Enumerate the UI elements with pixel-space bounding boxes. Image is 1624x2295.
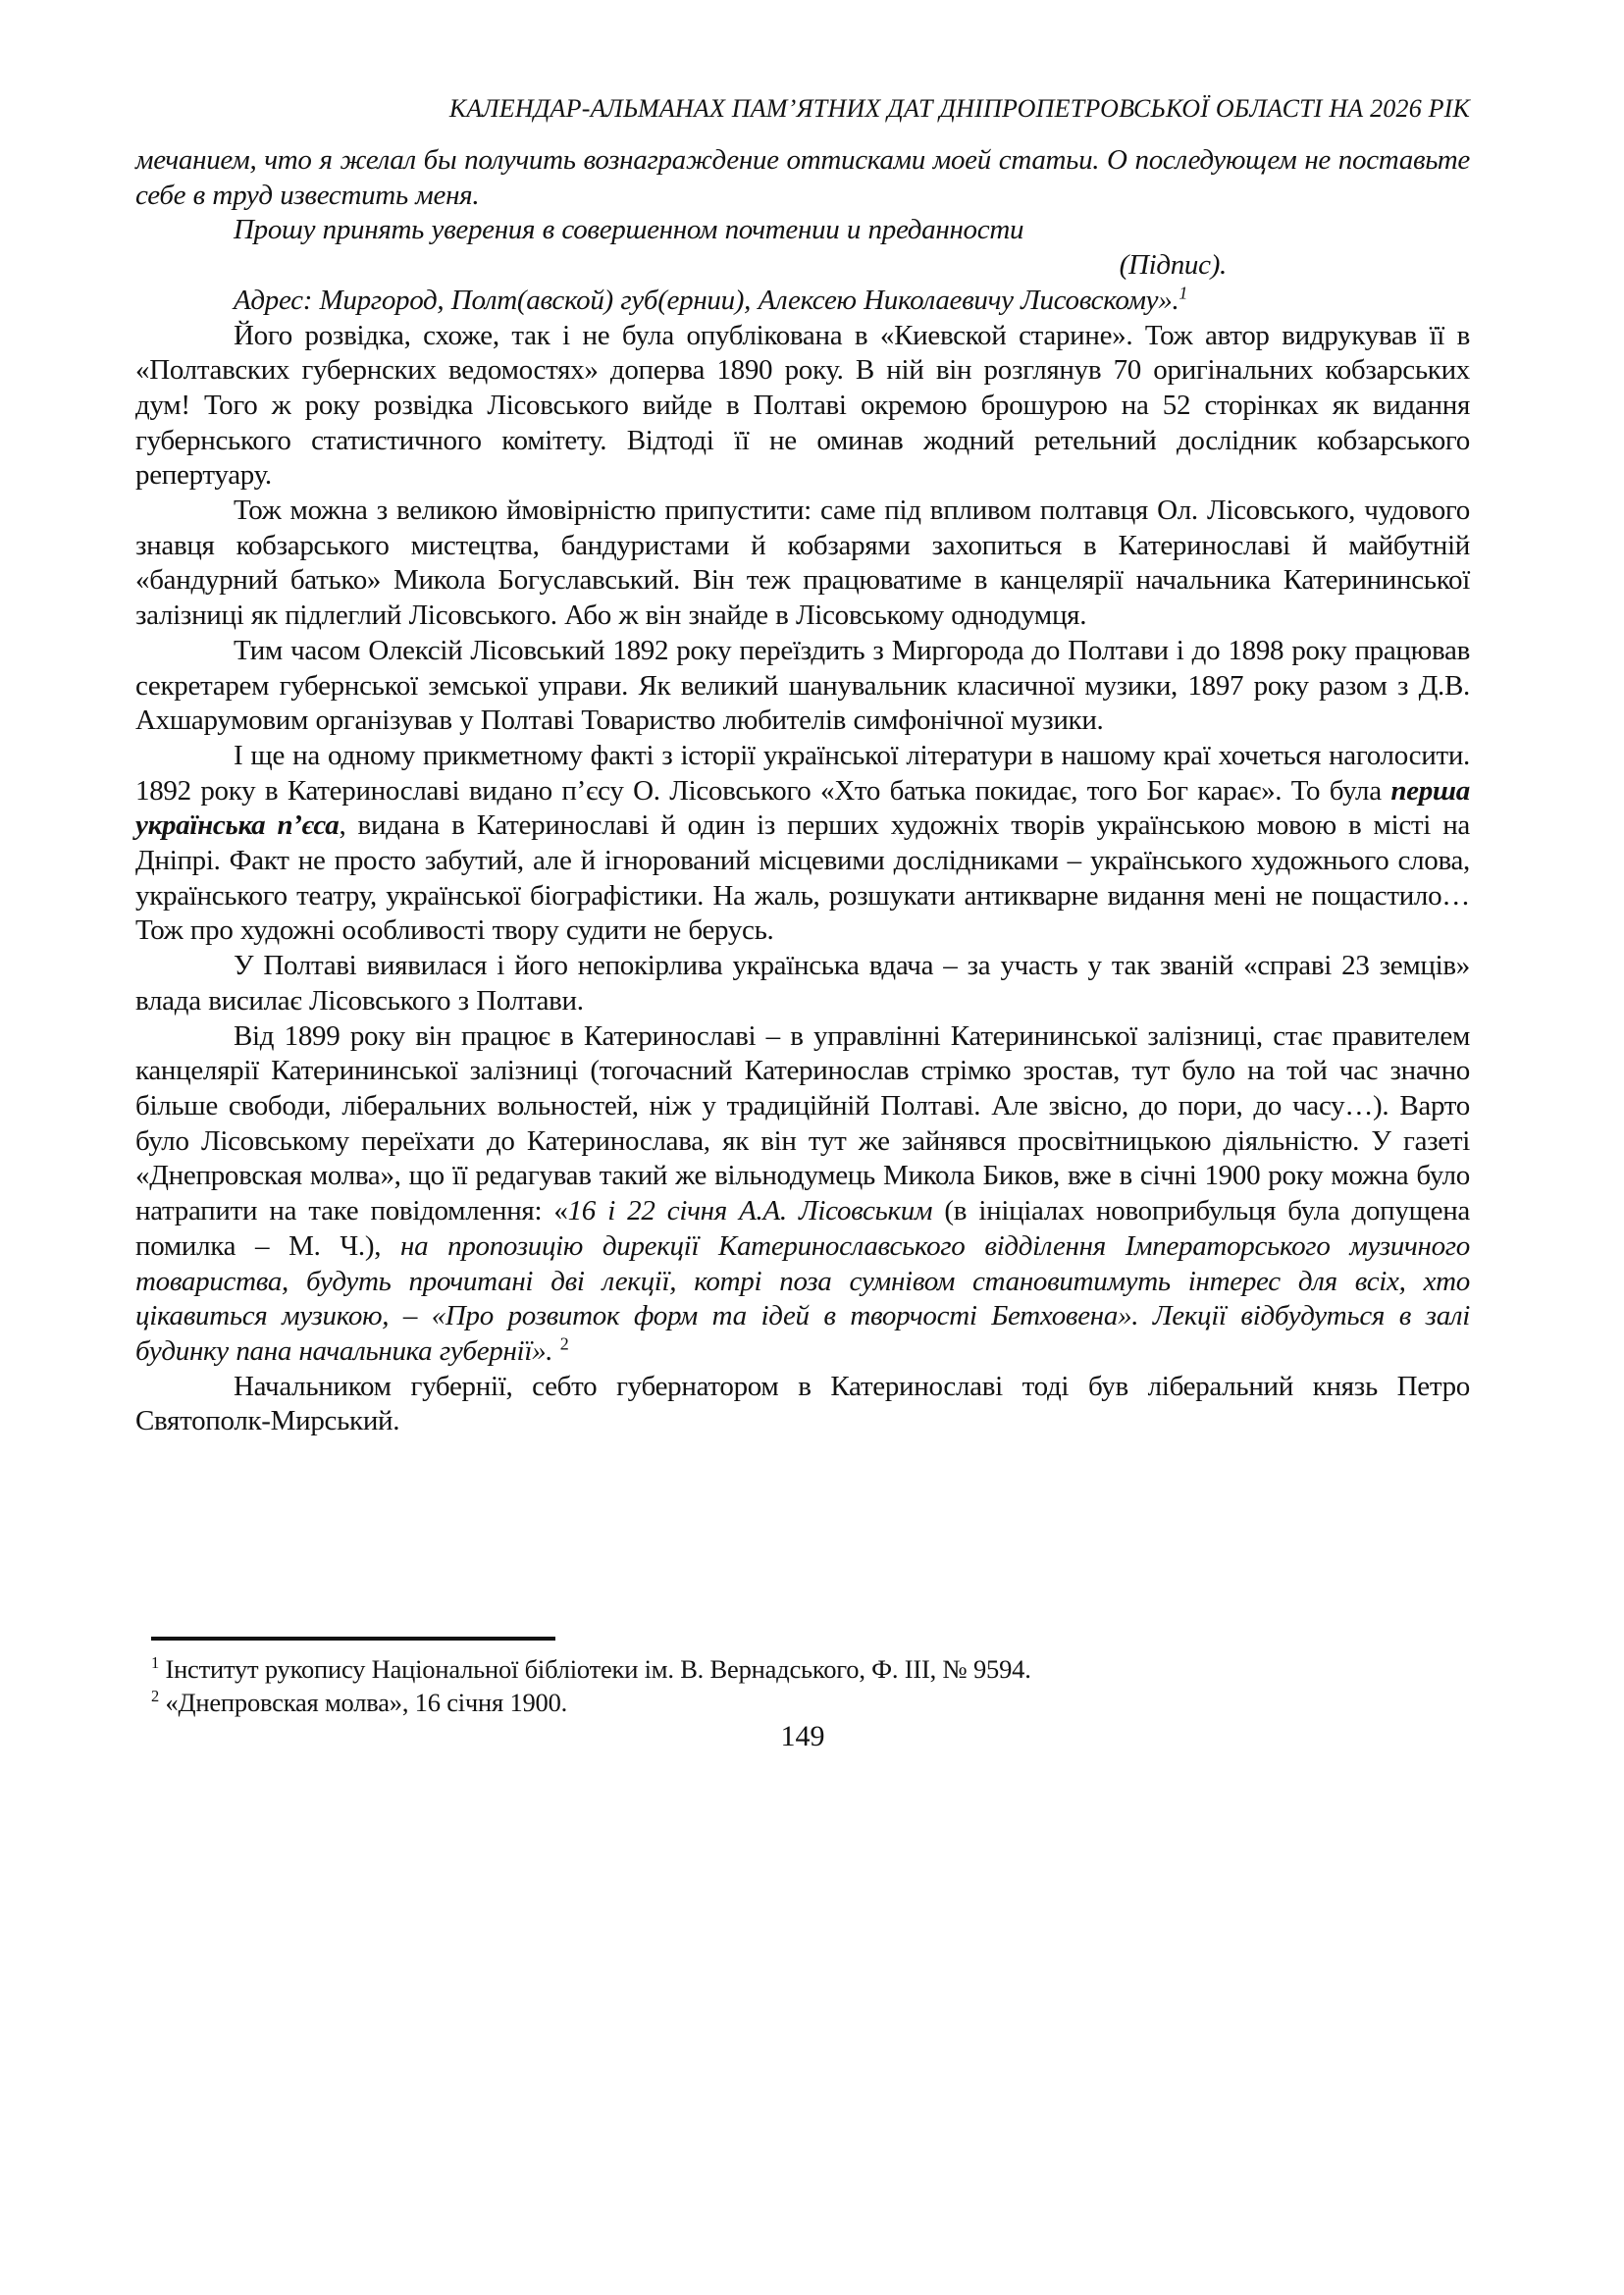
footnote-reference: 2 [151, 1687, 160, 1706]
text-run: «Днепровская молва», 16 січня 1900. [159, 1688, 568, 1717]
footnote-reference: 2 [559, 1333, 569, 1354]
paragraph-10 [135, 1019, 1470, 1370]
running-header: КАЛЕНДАР-АЛЬМАНАХ ПАМ’ЯТНИХ ДАТ ДНІПРОПЕТРОВСЬКОЇ ОБЛАСТІ НА 2026 РІК [448, 94, 1470, 123]
text-run: У Полтаві виявилася і його непокірлива українська вдача – за участь у так званій «справі 23 земців» влада висилає Лісовського з Полтави. [135, 950, 1470, 1017]
paragraph-11 [135, 1370, 1470, 1439]
text-run: перша українська п’єса [135, 774, 1470, 842]
text-run: І ще на одному прикметному факті з історії української літератури в нашому краї хочеться наголосити. 1892 року в Катеринославі видано п’єсу О. Лісовського «Хто батька покидає, того Бог карає». То була [135, 739, 1470, 807]
text-run: Тож можна з великою ймовірністю припустити: саме під впливом полтавця Ол. Лісовського, чудового знавця кобзарського мистецтва, бандуристами й кобзарями захопиться в Катеринославі й майбутній «бандурний батько» Микола Богуславський. Він теж працюватиме в канцелярії начальника Катерининської залізниці як підлеглий Лісовського. Або ж він знайде в Лісовському однодумця. [135, 495, 1470, 632]
text-run: Адрес: Миргород, Полт(авской) губ(ернии), Алексею Николаевичу Лисовскому». [234, 284, 1179, 316]
paragraph-1 [135, 143, 1470, 213]
footnote-reference: 1 [1179, 283, 1188, 303]
article-body [135, 143, 1470, 1439]
text-run: Його розвідка, схоже, так і не була опублікована в «Киевской старине». Тож автор видрукував її в «Полтавских губернских ведомостях» доперва 1890 року. В ній він розглянув 70 оригінальних кобзарських дум! Того ж року розвідка Лісовського вийде в Полтаві окремою брошурою на 52 сторінках як видання губернського статистичного комітету. Відтоді її не оминав жодний ретельний дослідник кобзарського репертуару. [135, 319, 1470, 492]
text-run: (Підпис). [1119, 249, 1227, 282]
footnote-reference: 1 [151, 1653, 160, 1673]
text-run: , видана в Катеринославі й один із перших художніх творів українською мовою в місті на Дніпрі. Факт не просто забутий, але й ігнорований місцевими дослідниками – українського художнього слова, українського театру, української біографістики. На жаль, розшукати антикварне видання мені не пощастило… Тож про художні особливості твору судити не берусь. [135, 809, 1470, 947]
paragraph-4 [135, 284, 1470, 319]
text-run: 16 і 22 січня А.А. Лісовським [567, 1195, 933, 1227]
paragraph-7 [135, 634, 1470, 739]
paragraph-6 [135, 494, 1470, 634]
text-run: Від 1899 року він працює в Катеринославі – в управлінні Катерининської залізниці, стає правителем канцелярії Катерининської залізниці (тогочасний Катеринослав стрімко зростав, тут було на той час значно більше свободи, ліберальних вольностей, ніж у традиційній Полтаві. Але звісно, до пори, до часу…). Варто було Лісовському переїхати до Катеринослава, як він тут же зайнявся просвітницькою діяльністю. У газеті «Днепровская молва», що її редагував такий же вільнодумець Микола Биков, вже в січні 1900 року можна було натрапити на таке повідомлення: « [135, 1019, 1470, 1227]
footnote-block [135, 1637, 1470, 1719]
text-run: (в ініціалах новоприбульця була допущена помилка – М. Ч.), [135, 1195, 1470, 1262]
paragraph-3 [135, 248, 1470, 284]
footnote-separator [151, 1637, 555, 1641]
text-run: на пропозицію дирекції Катеринославського відділення Імператорського музичного товариства, будуть прочитані дві лекції, котрі поза сумнівом становитимуть інтерес для всіх, хто цікавиться музикою, – «Про розвиток форм та ідей в творчості Бетховена». Лекції відбудуться в залі будинку пана начальника губернії». [135, 1229, 1470, 1367]
paragraph-5 [135, 319, 1470, 495]
text-run: Прошу принять уверения в совершенном почтении и преданности [234, 214, 1024, 246]
text-run: Начальником губернії, себто губернатором в Катеринославі тоді був ліберальний князь Петро Святополк-Мирський. [135, 1370, 1470, 1437]
footnote-list [135, 1652, 1470, 1719]
text-run: мечанием, что я желал бы получить вознаграждение оттисками моей статьи. О последующем не поставьте себе в труд известить меня. [135, 144, 1470, 211]
text-run: Тим часом Олексій Лісовський 1892 року переїздить з Миргорода до Полтави і до 1898 року працював секретарем губернської земської управи. Як великий шанувальник класичної музики, 1897 року разом з Д.В. Ахшарумовим організував у Полтаві Товариство любителів симфонічної музики. [135, 634, 1470, 737]
footnote-2 [135, 1686, 1470, 1719]
paragraph-8 [135, 739, 1470, 949]
footnote-1 [135, 1652, 1470, 1686]
text-block [135, 94, 1470, 1439]
paragraph-9 [135, 949, 1470, 1018]
page-number: 149 [780, 1720, 825, 1752]
paragraph-2 [135, 213, 1470, 248]
text-run: Інститут рукопису Національної бібліотеки ім. В. Вернадського, Ф. ІІІ, № 9594. [159, 1654, 1031, 1684]
